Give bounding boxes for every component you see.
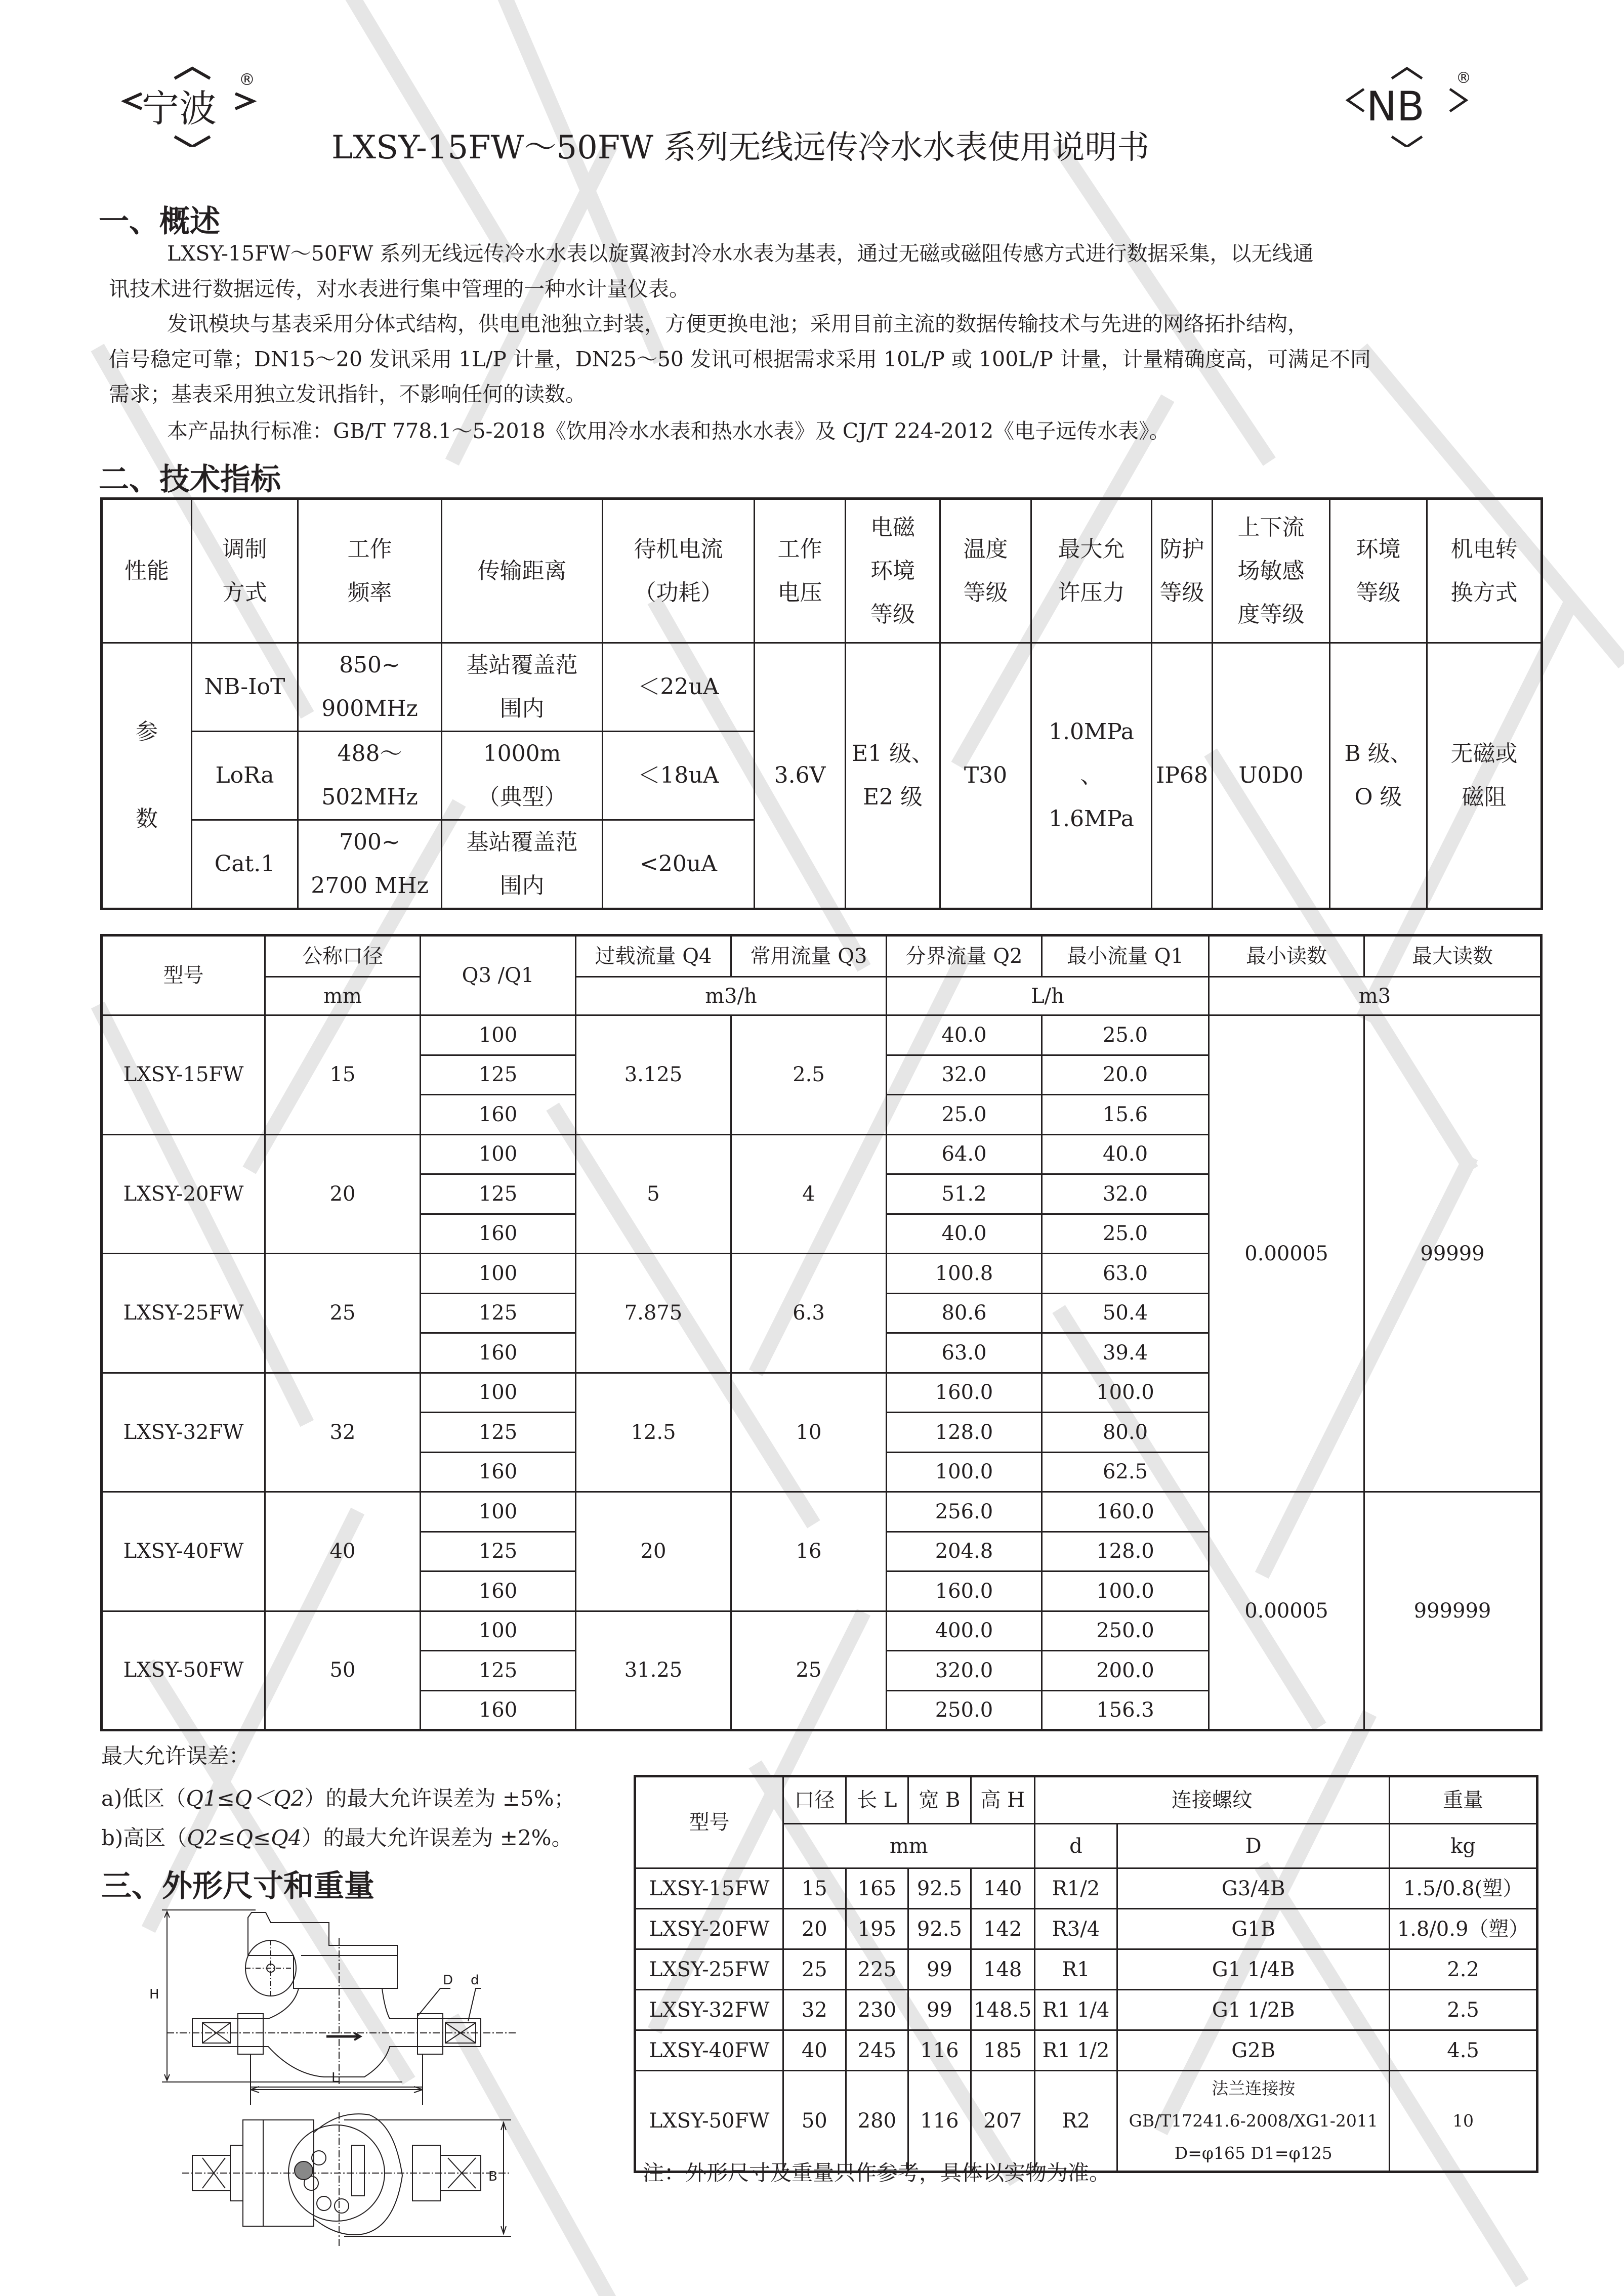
logo-text: NB <box>1366 83 1425 130</box>
registered-mark: ® <box>239 70 255 89</box>
cell-q2: 40.0 <box>887 1015 1042 1055</box>
cell-q2: 128.0 <box>887 1413 1042 1453</box>
dim-header-row <box>635 1776 1537 1824</box>
header-conversion: 机电转 换方式 <box>1427 499 1542 643</box>
cell-q1: 100.0 <box>1042 1373 1209 1413</box>
cell-width: 116 <box>908 2030 971 2071</box>
ningbo-logo-frame-icon <box>121 66 263 147</box>
paragraph-line: 需求；基表采用独立发讯指针，不影响任何的读数。 <box>109 382 586 406</box>
cell-nominal-diameter: 32 <box>265 1373 421 1492</box>
cell-ratio: 100 <box>421 1373 576 1413</box>
cell-diameter: 20 <box>783 1909 846 1949</box>
spec-row <box>102 643 1542 732</box>
cell-current: <20uA <box>603 820 755 909</box>
cell-modulation: NB-IoT <box>192 643 298 732</box>
cell-length: 195 <box>846 1909 908 1949</box>
paragraph-line: 讯技术进行数据远传，对水表进行集中管理的一种水计量仪表。 <box>109 277 690 301</box>
cell-thread-d: R1 1/2 <box>1034 2030 1117 2071</box>
cell-height: 140 <box>971 1868 1034 1909</box>
cell-diameter: 25 <box>783 1949 846 1990</box>
cell-modulation: Cat.1 <box>192 820 298 909</box>
cell-model: LXSY-25FW <box>102 1254 265 1373</box>
cell-weight: 10 <box>1390 2071 1537 2172</box>
cell-protection: IP68 <box>1152 643 1213 909</box>
cell-q3: 10 <box>731 1373 887 1492</box>
flow-table <box>100 934 1543 1731</box>
cell-emc: E1 级、 E2 级 <box>846 643 940 909</box>
unit-m3h: m3/h <box>576 977 887 1015</box>
cell-conversion: 无磁或 磁阻 <box>1427 643 1542 909</box>
cell-thread-d: R2 <box>1034 2071 1117 2172</box>
header-width: 宽 B <box>908 1776 971 1824</box>
header-pressure: 最大允 许压力 <box>1031 499 1152 643</box>
cell-ratio: 100 <box>421 1134 576 1174</box>
cell-q2: 100.8 <box>887 1254 1042 1294</box>
cell-distance: 基站覆盖范 围内 <box>442 820 603 909</box>
cell-weight: 2.2 <box>1390 1949 1537 1990</box>
cell-pressure: 1.0MPa 、 1.6MPa <box>1031 643 1152 909</box>
cell-model: LXSY-40FW <box>635 2030 783 2071</box>
cell-q2: 25.0 <box>887 1095 1042 1135</box>
cell-q2: 250.0 <box>887 1690 1042 1730</box>
cell-q4: 5 <box>576 1134 731 1254</box>
dim-row <box>635 1990 1537 2030</box>
paragraph-line: 信号稳定可靠；DN15～20 发讯采用 1L/P 计量，DN25～50 发讯可根据需求采用 10L/P 或 100L/P 计量，计量精确度高，可满足不同 <box>109 347 1371 371</box>
cell-q2: 160.0 <box>887 1373 1042 1413</box>
cell-q1: 25.0 <box>1042 1015 1209 1055</box>
header-emc: 电磁 环境 等级 <box>846 499 940 643</box>
cell-temperature: T30 <box>940 643 1031 909</box>
cell-ratio: 125 <box>421 1532 576 1571</box>
header-environment: 环境 等级 <box>1330 499 1427 643</box>
paragraph-line: LXSY-15FW～50FW 系列无线远传冷水水表以旋翼液封冷水水表为基表，通过无磁或磁阻传感方式进行数据采集，以无线通 <box>167 241 1314 266</box>
cell-frequency: 488～ 502MHz <box>298 732 442 820</box>
cell-length: 280 <box>846 2071 908 2172</box>
header-standby-current: 待机电流 （功耗） <box>603 499 755 643</box>
cell-ratio: 160 <box>421 1452 576 1492</box>
cell-diameter: 15 <box>783 1868 846 1909</box>
error-title: 最大允许误差： <box>101 1744 251 1768</box>
header-weight: 重量 <box>1390 1776 1537 1824</box>
cell-q1: 50.4 <box>1042 1293 1209 1333</box>
cell-thread-D: G1 1/2B <box>1117 1990 1390 2030</box>
cell-weight: 2.5 <box>1390 1990 1537 2030</box>
cell-nominal-diameter: 20 <box>265 1134 421 1254</box>
cell-q1: 250.0 <box>1042 1611 1209 1651</box>
unit-m3: m3 <box>1209 977 1542 1015</box>
cell-ratio: 100 <box>421 1015 576 1055</box>
unit-lh: L/h <box>887 977 1209 1015</box>
cell-q1: 200.0 <box>1042 1651 1209 1691</box>
header-protection: 防护 等级 <box>1152 499 1213 643</box>
logo-text: 宁波 <box>142 87 217 131</box>
cell-min-reading: 0.00005 <box>1209 1015 1364 1492</box>
cell-q1: 40.0 <box>1042 1134 1209 1174</box>
cell-height: 207 <box>971 2071 1034 2172</box>
cell-q1: 62.5 <box>1042 1452 1209 1492</box>
cell-min-reading: 0.00005 <box>1209 1492 1364 1730</box>
cell-ratio: 160 <box>421 1571 576 1611</box>
header-model: 型号 <box>102 936 265 1015</box>
cell-width: 92.5 <box>908 1868 971 1909</box>
cell-q2: 51.2 <box>887 1174 1042 1214</box>
nb-logo <box>1344 66 1475 147</box>
cell-q2: 80.6 <box>887 1293 1042 1333</box>
meter-drawing <box>127 1902 557 2267</box>
flow-header-row <box>102 936 1542 977</box>
cell-height: 185 <box>971 2030 1034 2071</box>
cell-q2: 63.0 <box>887 1333 1042 1373</box>
cell-q2: 40.0 <box>887 1214 1042 1254</box>
header-performance: 性能 <box>102 499 192 643</box>
header-model: 型号 <box>635 1776 783 1868</box>
section-heading-dimensions: 三、外形尺寸和重量 <box>101 1868 374 1904</box>
cell-current: ＜22uA <box>603 643 755 732</box>
header-thread: 连接螺纹 <box>1034 1776 1390 1824</box>
cell-q3: 16 <box>731 1492 887 1611</box>
cell-q3: 2.5 <box>731 1015 887 1135</box>
nb-logo-frame-icon <box>1344 66 1475 147</box>
error-high-zone: b)高区（Q2≤Q≤Q4）的最大允许误差为 ±2%。 <box>101 1825 573 1850</box>
dim-row <box>635 2030 1537 2071</box>
cell-width: 99 <box>908 1949 971 1990</box>
label-b: B <box>488 2169 497 2184</box>
cell-nominal-diameter: 50 <box>265 1611 421 1730</box>
spec-table <box>100 497 1543 910</box>
cell-thread-d: R1/2 <box>1034 1868 1117 1909</box>
cell-voltage: 3.6V <box>755 643 846 909</box>
cell-model: LXSY-50FW <box>635 2071 783 2172</box>
cell-q1: 128.0 <box>1042 1532 1209 1571</box>
unit-mm: mm <box>265 977 421 1015</box>
header-ratio: Q3 /Q1 <box>421 936 576 1015</box>
header-q2: 分界流量 Q2 <box>887 936 1042 977</box>
cell-q2: 64.0 <box>887 1134 1042 1174</box>
cell-frequency: 700~ 2700 MHz <box>298 820 442 909</box>
label-l: L <box>331 2070 339 2086</box>
row-label-params: 参 数 <box>102 643 192 909</box>
cell-thread-D: G1B <box>1117 1909 1390 1949</box>
header-frequency: 工作 频率 <box>298 499 442 643</box>
cell-q1: 15.6 <box>1042 1095 1209 1135</box>
cell-length: 245 <box>846 2030 908 2071</box>
cell-height: 148.5 <box>971 1990 1034 2030</box>
cell-ratio: 125 <box>421 1293 576 1333</box>
cell-width: 92.5 <box>908 1909 971 1949</box>
cell-q2: 32.0 <box>887 1055 1042 1095</box>
header-distance: 传输距离 <box>442 499 603 643</box>
cell-weight: 1.5/0.8(塑） <box>1390 1868 1537 1909</box>
flow-unit-row <box>102 977 1542 1015</box>
cell-ratio: 125 <box>421 1651 576 1691</box>
flow-row <box>102 1492 1542 1532</box>
cell-height: 142 <box>971 1909 1034 1949</box>
cell-length: 230 <box>846 1990 908 2030</box>
cell-length: 165 <box>846 1868 908 1909</box>
cell-ratio: 100 <box>421 1611 576 1651</box>
header-q3: 常用流量 Q3 <box>731 936 887 977</box>
cell-thread-d: R1 1/4 <box>1034 1990 1117 2030</box>
cell-thread-D: G1 1/4B <box>1117 1949 1390 1990</box>
cell-thread-D: G3/4B <box>1117 1868 1390 1909</box>
cell-thread-D: G2B <box>1117 2030 1390 2071</box>
cell-q1: 25.0 <box>1042 1214 1209 1254</box>
header-diameter: 口径 <box>783 1776 846 1824</box>
cell-q2: 100.0 <box>887 1452 1042 1492</box>
cell-model: LXSY-40FW <box>102 1492 265 1611</box>
header-max-reading: 最大读数 <box>1364 936 1542 977</box>
header-modulation: 调制 方式 <box>192 499 298 643</box>
cell-max-reading: 99999 <box>1364 1015 1542 1492</box>
cell-q1: 160.0 <box>1042 1492 1209 1532</box>
cell-weight: 4.5 <box>1390 2030 1537 2071</box>
cell-ratio: 160 <box>421 1214 576 1254</box>
header-q1: 最小流量 Q1 <box>1042 936 1209 977</box>
cell-thread-d: R3/4 <box>1034 1909 1117 1949</box>
cell-q1: 63.0 <box>1042 1254 1209 1294</box>
error-low-zone: a)低区（Q1≤Q＜Q2）的最大允许误差为 ±5%； <box>101 1786 575 1811</box>
cell-model: LXSY-20FW <box>635 1909 783 1949</box>
dimension-table <box>634 1775 1538 2173</box>
cell-q2: 256.0 <box>887 1492 1042 1532</box>
unit-kg: kg <box>1390 1824 1537 1868</box>
cell-thread-D: 法兰连接按 GB/T17241.6-2008/XG1-2011 D=φ165 D1=φ125 <box>1117 2071 1390 2172</box>
cell-q3: 4 <box>731 1134 887 1254</box>
cell-q2: 204.8 <box>887 1532 1042 1571</box>
flow-row <box>102 1015 1542 1055</box>
header-height: 高 H <box>971 1776 1034 1824</box>
cell-diameter: 50 <box>783 2071 846 2172</box>
ningbo-logo <box>121 66 263 147</box>
cell-model: LXSY-20FW <box>102 1134 265 1254</box>
cell-frequency: 850~ 900MHz <box>298 643 442 732</box>
cell-q4: 31.25 <box>576 1611 731 1730</box>
dim-row <box>635 1868 1537 1909</box>
cell-model: LXSY-32FW <box>102 1373 265 1492</box>
cell-q1: 100.0 <box>1042 1571 1209 1611</box>
section-heading-specs: 二、技术指标 <box>99 462 281 497</box>
cell-max-reading: 999999 <box>1364 1492 1542 1730</box>
cell-q4: 12.5 <box>576 1373 731 1492</box>
cell-model: LXSY-25FW <box>635 1949 783 1990</box>
cell-q3: 6.3 <box>731 1254 887 1373</box>
paragraph-line: 本产品执行标准：GB/T 778.1～5-2018《饮用冷水水表和热水水表》及 CJ/T 224-2012《电子远传水表》。 <box>167 419 1170 443</box>
cell-model: LXSY-50FW <box>102 1611 265 1730</box>
cell-q2: 160.0 <box>887 1571 1042 1611</box>
cell-diameter: 32 <box>783 1990 846 2030</box>
cell-nominal-diameter: 15 <box>265 1015 421 1135</box>
cell-q1: 156.3 <box>1042 1690 1209 1730</box>
label-d-upper: D <box>443 1973 453 1988</box>
cell-model: LXSY-15FW <box>635 1868 783 1909</box>
cell-q1: 80.0 <box>1042 1413 1209 1453</box>
unit-D: D <box>1117 1824 1390 1868</box>
cell-q3: 25 <box>731 1611 887 1730</box>
cell-length: 225 <box>846 1949 908 1990</box>
cell-ratio: 125 <box>421 1055 576 1095</box>
section-heading-overview: 一、概述 <box>99 204 220 239</box>
header-nominal-diameter: 公称口径 <box>265 936 421 977</box>
cell-environment: B 级、 O 级 <box>1330 643 1427 909</box>
header-temperature: 温度 等级 <box>940 499 1031 643</box>
header-flow-sensitivity: 上下流 场敏感 度等级 <box>1213 499 1330 643</box>
label-h: H <box>149 1987 159 2002</box>
cell-ratio: 100 <box>421 1492 576 1532</box>
header-length: 长 L <box>846 1776 908 1824</box>
cell-diameter: 40 <box>783 2030 846 2071</box>
cell-ratio: 160 <box>421 1690 576 1730</box>
cell-nominal-diameter: 25 <box>265 1254 421 1373</box>
cell-width: 116 <box>908 2071 971 2172</box>
cell-ratio: 160 <box>421 1333 576 1373</box>
spec-header-row <box>102 499 1542 643</box>
cell-ratio: 125 <box>421 1174 576 1214</box>
unit-d: d <box>1034 1824 1117 1868</box>
cell-q4: 7.875 <box>576 1254 731 1373</box>
cell-distance: 基站覆盖范 围内 <box>442 643 603 732</box>
cell-modulation: LoRa <box>192 732 298 820</box>
cell-distance: 1000m （典型） <box>442 732 603 820</box>
cell-model: LXSY-32FW <box>635 1990 783 2030</box>
registered-mark: ® <box>1456 69 1471 87</box>
dim-row <box>635 1909 1537 1949</box>
cell-q1: 39.4 <box>1042 1333 1209 1373</box>
cell-ratio: 100 <box>421 1254 576 1294</box>
cell-width: 99 <box>908 1990 971 2030</box>
cell-q4: 20 <box>576 1492 731 1611</box>
cell-q2: 320.0 <box>887 1651 1042 1691</box>
cell-q4: 3.125 <box>576 1015 731 1135</box>
cell-current: ＜18uA <box>603 732 755 820</box>
unit-mm: mm <box>783 1824 1034 1868</box>
header-voltage: 工作 电压 <box>755 499 846 643</box>
label-d-lower: d <box>471 1973 479 1988</box>
cell-flow-sensitivity: U0D0 <box>1213 643 1330 909</box>
cell-q2: 400.0 <box>887 1611 1042 1651</box>
cell-thread-d: R1 <box>1034 1949 1117 1990</box>
cell-q1: 32.0 <box>1042 1174 1209 1214</box>
cell-nominal-diameter: 40 <box>265 1492 421 1611</box>
cell-weight: 1.8/0.9（塑） <box>1390 1909 1537 1949</box>
header-q4: 过载流量 Q4 <box>576 936 731 977</box>
cell-ratio: 160 <box>421 1095 576 1135</box>
header-min-reading: 最小读数 <box>1209 936 1364 977</box>
dim-row <box>635 1949 1537 1990</box>
cell-q1: 20.0 <box>1042 1055 1209 1095</box>
cell-model: LXSY-15FW <box>102 1015 265 1135</box>
cell-height: 148 <box>971 1949 1034 1990</box>
page-title: LXSY-15FW～50FW 系列无线远传冷水水表使用说明书 <box>331 129 1150 166</box>
paragraph-line: 发讯模块与基表采用分体式结构，供电电池独立封装，方便更换电池；采用目前主流的数据传输技术与先进的网络拓扑结构， <box>167 312 1308 336</box>
cell-ratio: 125 <box>421 1413 576 1453</box>
footnote: 注：外形尺寸及重量只作参考，具体以实物为准。 <box>643 2160 1111 2185</box>
